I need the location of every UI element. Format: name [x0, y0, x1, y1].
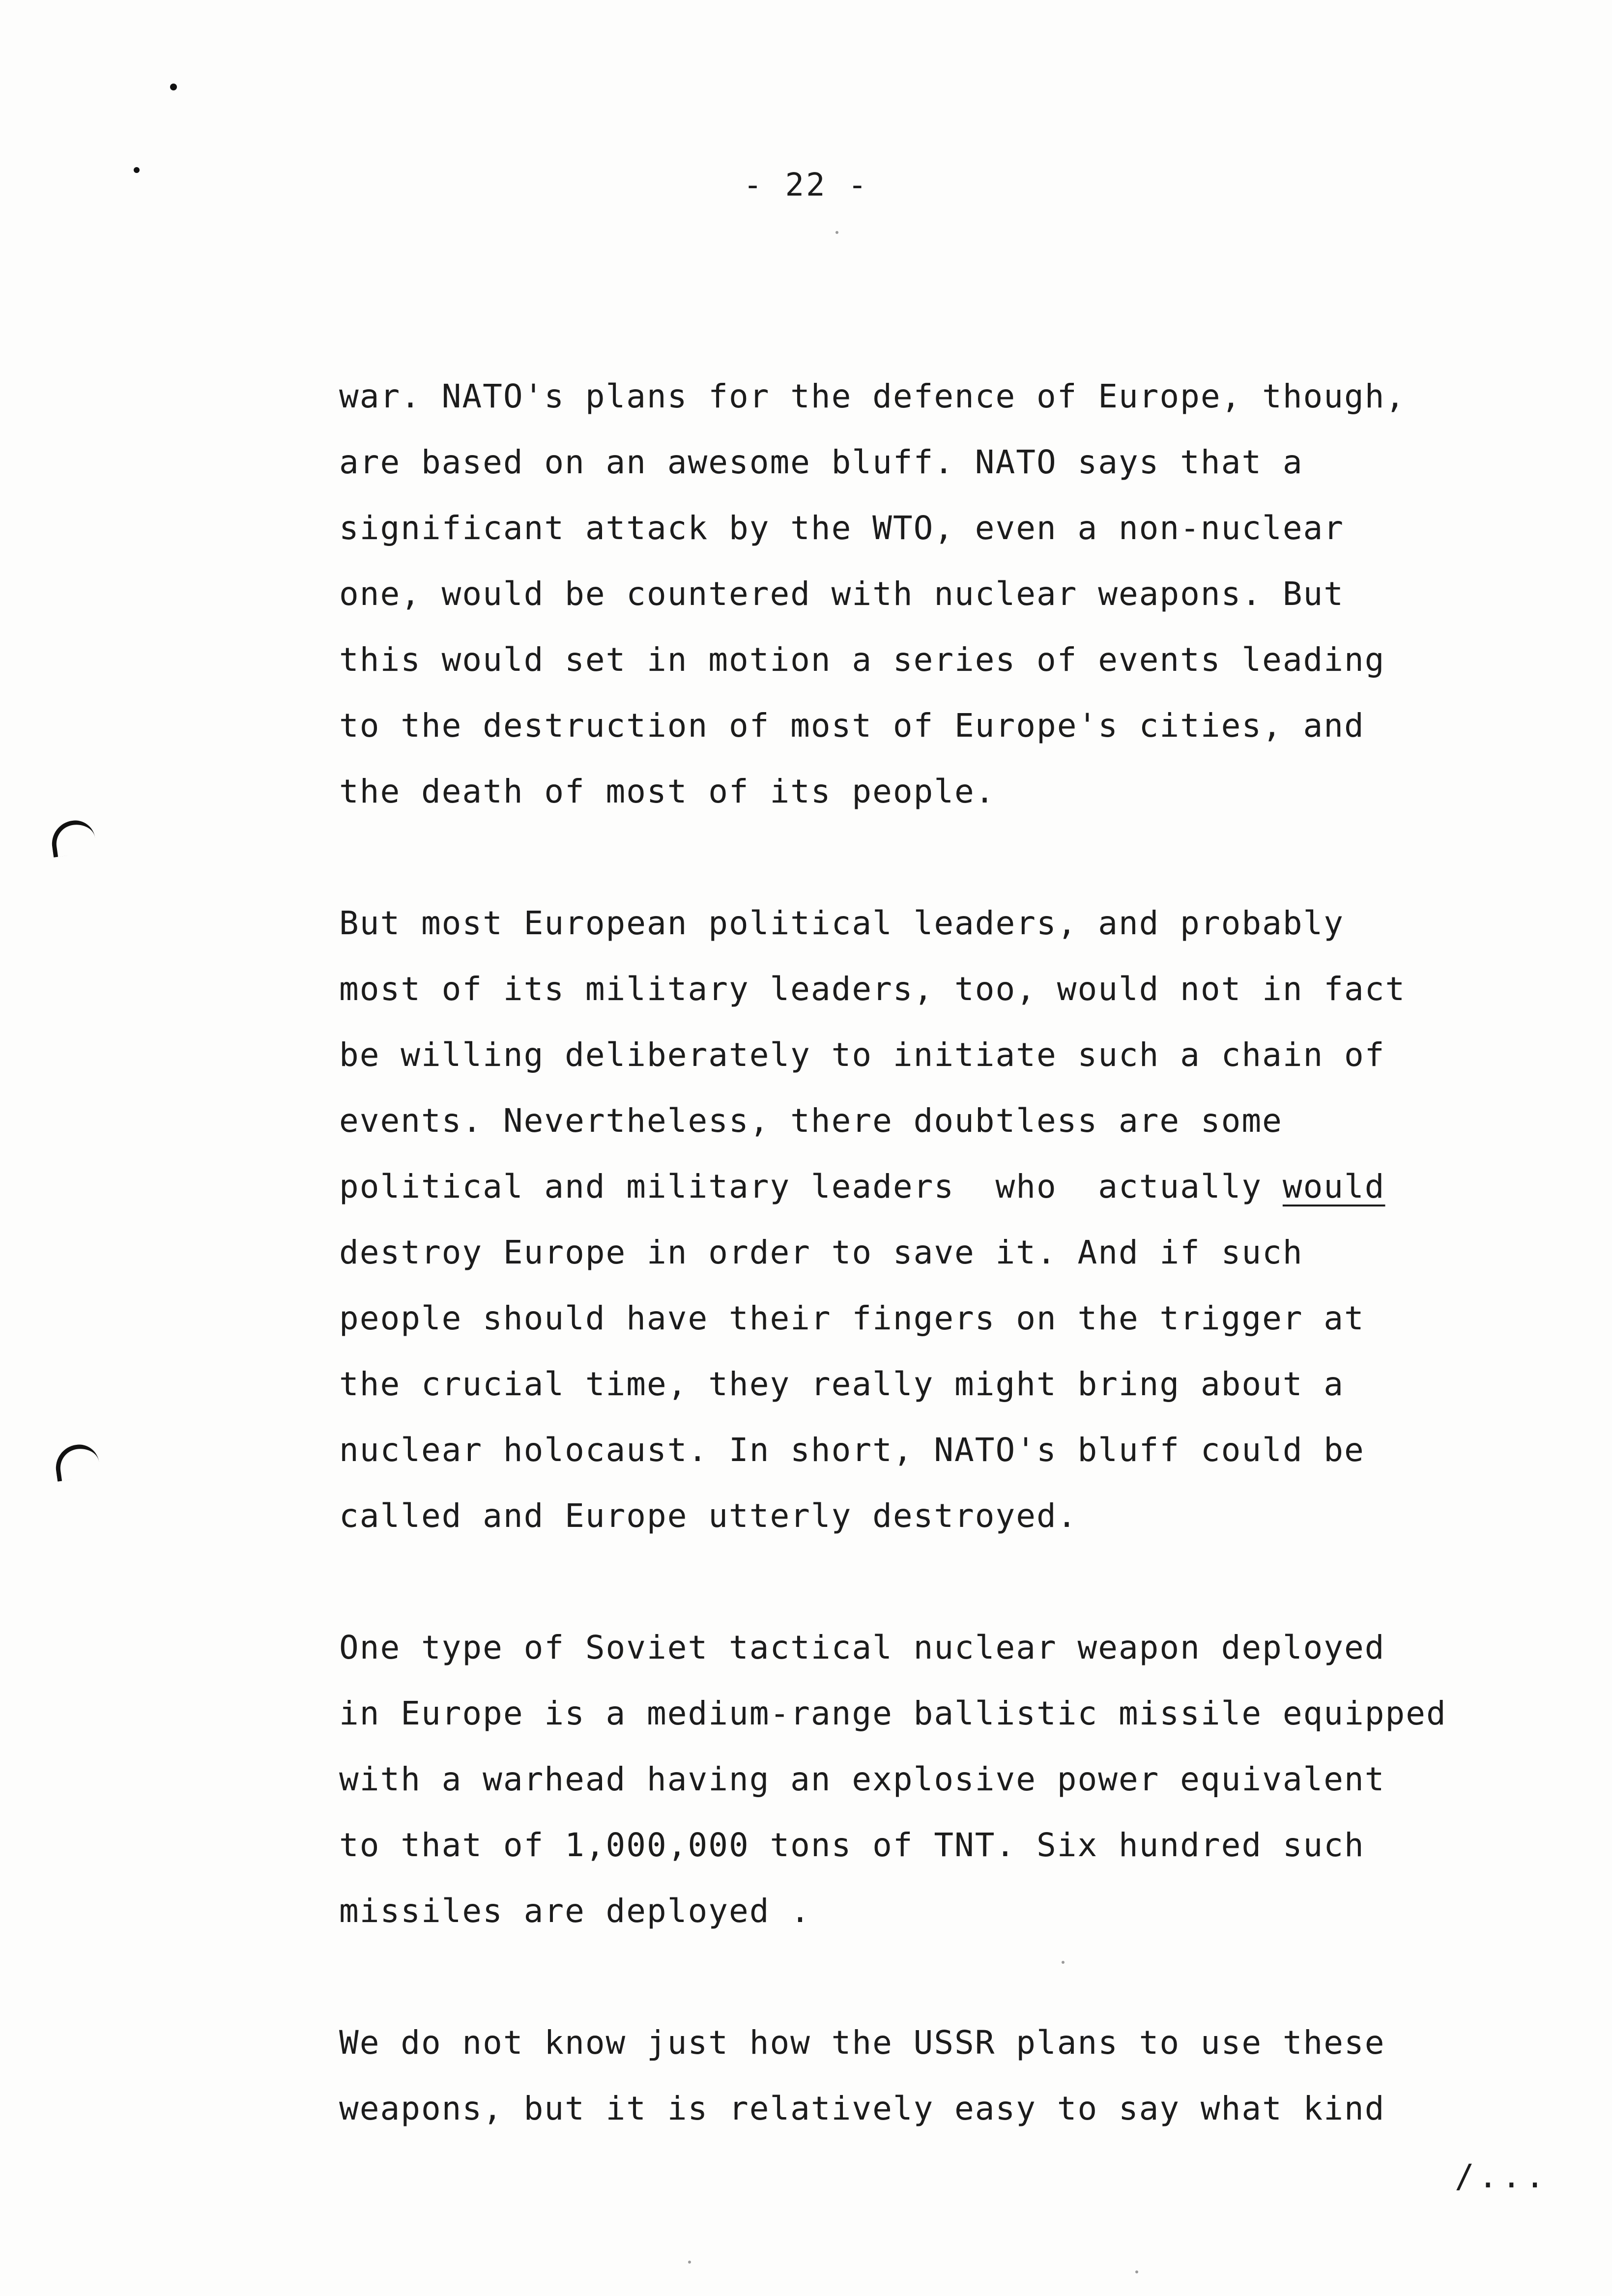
text-line: people should have their fingers on the trigger at: [339, 1299, 1365, 1337]
text-line-with-underline: [339, 1154, 1460, 1220]
text-line: missiles are deployed .: [339, 1892, 811, 1930]
text-line: We do not know just how the USSR plans to use these: [339, 2024, 1385, 2062]
text-line: this would set in motion a series of events leading: [339, 641, 1385, 679]
text-line: in Europe is a medium-range ballistic missile equipped: [339, 1694, 1447, 1732]
text-line: events. Nevertheless, there doubtless are some: [339, 1102, 1283, 1140]
binder-hole-mark-lower: [53, 1442, 101, 1482]
text-line: the death of most of its people.: [339, 773, 996, 810]
text-line: one, would be countered with nuclear weapons. But: [339, 575, 1345, 613]
body-text: [339, 364, 1460, 2208]
text-line: destroy Europe in order to save it. And if such: [339, 1234, 1303, 1271]
paragraph-4: [339, 2010, 1460, 2142]
text-line: war. NATO's plans for the defence of Europe, though,: [339, 377, 1406, 415]
text-line: the crucial time, they really might bring about a: [339, 1365, 1345, 1403]
text-line: One type of Soviet tactical nuclear weapon deployed: [339, 1629, 1385, 1666]
text-line: are based on an awesome bluff. NATO says that a: [339, 443, 1303, 481]
text-line: with a warhead having an explosive power equivalent: [339, 1760, 1385, 1798]
text-line-start: political and military leaders who actually: [339, 1168, 1283, 1205]
text-line: to that of 1,000,000 tons of TNT. Six hundred such: [339, 1826, 1365, 1864]
paragraph-2: [339, 890, 1460, 1549]
binder-hole-mark-upper: [49, 818, 97, 858]
continuation-marker: /...: [1455, 2157, 1549, 2195]
text-line: weapons, but it is relatively easy to say what kind: [339, 2090, 1385, 2127]
text-line: to the destruction of most of Europe's cities, and: [339, 707, 1365, 745]
text-line: most of its military leaders, too, would not in fact: [339, 970, 1406, 1008]
scan-speck: [688, 2261, 691, 2264]
scan-speck: [835, 231, 838, 234]
underlined-word: would: [1282, 1168, 1385, 1205]
text-line: significant attack by the WTO, even a non-nuclear: [339, 509, 1345, 547]
text-line: be willing deliberately to initiate such a chain of: [339, 1036, 1385, 1074]
text-line: nuclear holocaust. In short, NATO's bluff could be: [339, 1431, 1365, 1469]
page-number: - 22 -: [743, 167, 869, 203]
text-line: But most European political leaders, and probably: [339, 904, 1345, 942]
scan-dot-top: [170, 84, 177, 90]
paragraph-1: [339, 364, 1460, 825]
text-line: called and Europe utterly destroyed.: [339, 1497, 1078, 1535]
scan-speck: [1135, 2270, 1138, 2273]
paragraph-3: [339, 1615, 1460, 1944]
